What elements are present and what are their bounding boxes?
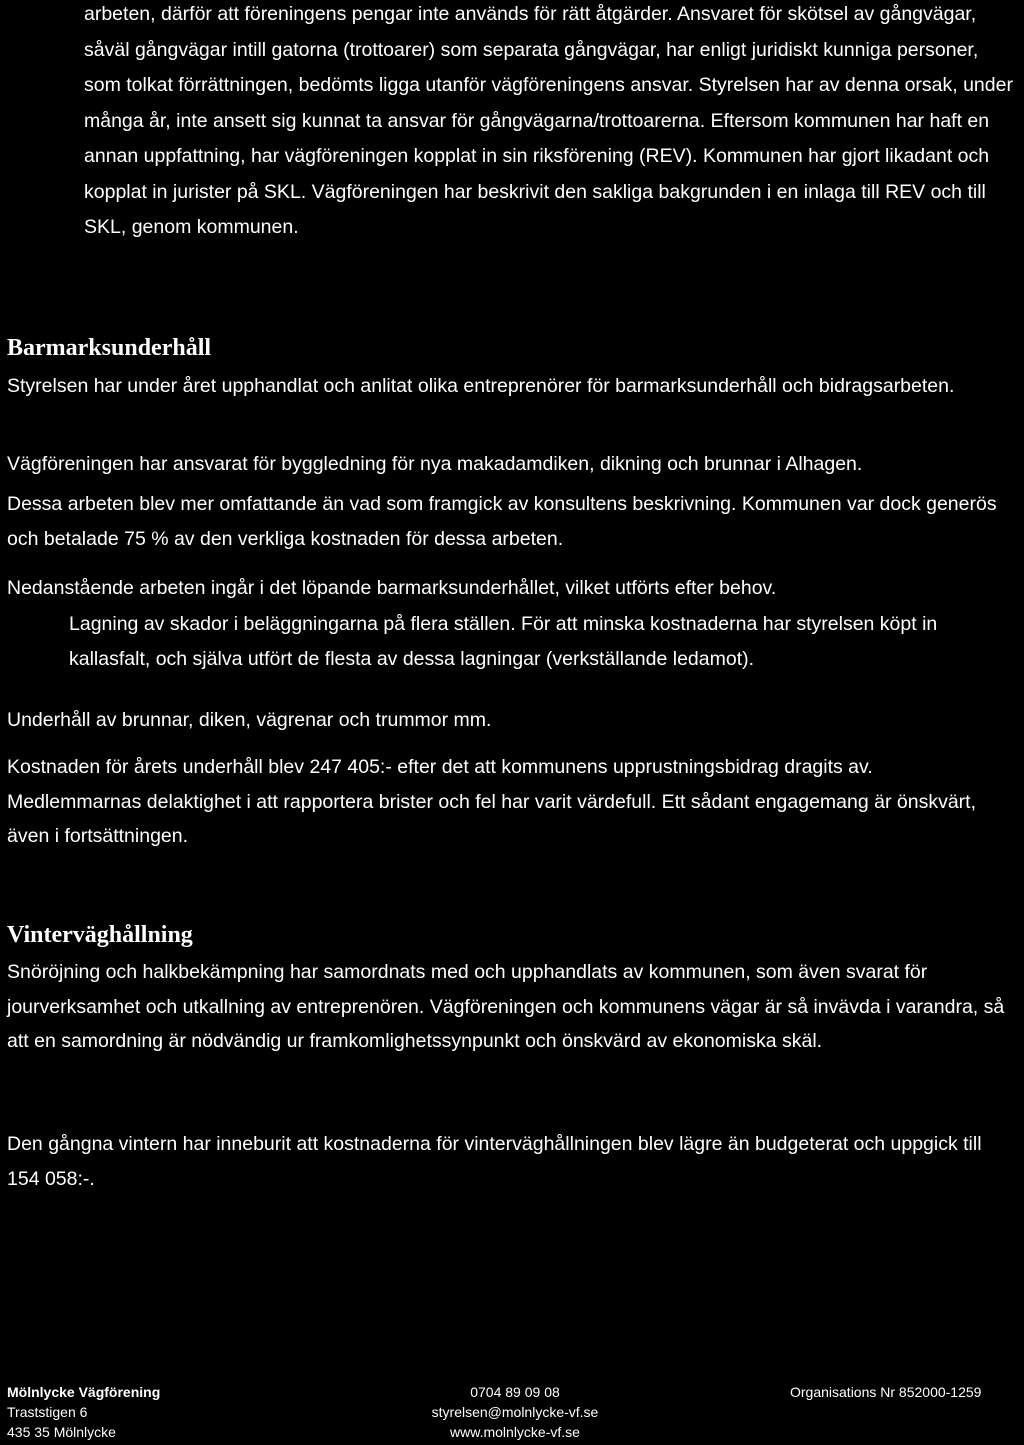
footer-city: 435 35 Mölnlycke	[7, 1424, 116, 1440]
barmark-paragraph-7: Kostnaden för årets underhåll blev 247 405:- efter det att kommunens upprustningsbidrag dragits av. Medlemmarnas delaktighet i att rapportera brister och fel har varit värdefull. Ett sådant engagemang är önskvärt, även i fortsättningen.	[7, 756, 976, 847]
footer-web: www.molnlycke-vf.se	[450, 1424, 580, 1440]
heading-vintervaghallning: Vinterväghållning	[7, 922, 193, 948]
barmark-paragraph-2: Vägföreningen har ansvarat för byggledning för nya makadamdiken, dikning och brunnar i Alhagen.	[7, 453, 863, 475]
vinter-paragraph-1: Snöröjning och halkbekämpning har samordnats med och upphandlats av kommunen, som även svarat för jourverksamhet och utkallning av entreprenören. Vägföreningen och kommunens vägar är så invävda i varandra, så att en samordning är nödvändig ur framkomlighetssynpunkt och önskvärd av ekonomiska skäl.	[7, 961, 1005, 1052]
footer-org-name: Mölnlycke Vägförening	[7, 1384, 161, 1400]
footer-phone: 0704 89 09 08	[470, 1384, 560, 1400]
heading-barmarksunderhall: Barmarksunderhåll	[7, 335, 212, 361]
footer-contact	[415, 1382, 615, 1442]
footer-org-number	[790, 1382, 981, 1402]
footer-address	[7, 1382, 160, 1442]
barmark-paragraph-1: Styrelsen har under året upphandlat och anlitat olika entreprenörer för barmarksunderhåll och bidragsarbeten.	[7, 375, 955, 397]
barmark-paragraph-3: Dessa arbeten blev mer omfattande än vad som framgick av konsultens beskrivning. Kommunen var dock generös och betalade 75 % av den verkliga kostnaden för dessa arbeten.	[7, 493, 997, 550]
footer-email: styrelsen@molnlycke-vf.se	[431, 1404, 599, 1420]
footer-street: Traststigen 6	[7, 1404, 88, 1420]
barmark-paragraph-4: Nedanstående arbeten ingår i det löpande barmarksunderhållet, vilket utförts efter behov.	[7, 577, 777, 599]
intro-paragraph: arbeten, därför att föreningens pengar inte används för rätt åtgärder. Ansvaret för skötsel av gångvägar, såväl gångvägar intill gatorna (trottoarer) som separata gångvägar, har enligt juridiskt kunniga personer, som tolkat förrättningen, bedömts ligga utanför vägföreningens ansvar. Styrelsen har av denna orsak, under många år, inte ansett sig kunnat ta ansvar för gångvägarna/trottoarerna. Eftersom kommunen har haft en annan uppfattning, har vägföreningen kopplat in sin riksförening (REV). Kommunen har gjort likadant och kopplat in jurister på SKL. Vägföreningen har beskrivit den sakliga bakgrunden i en inlaga till REV och till SKL, genom kommunen.	[84, 3, 1013, 238]
vinter-paragraph-2: Den gångna vintern har inneburit att kostnaderna för vinterväghållningen blev lägre än budgeterat och uppgick till 154 058:-.	[7, 1133, 982, 1190]
barmark-paragraph-5: Lagning av skador i beläggningarna på flera ställen. För att minska kostnaderna har styrelsen köpt in kallasfalt, och själva utfört de flesta av dessa lagningar (verkställande ledamot).	[69, 613, 938, 670]
barmark-paragraph-6: Underhåll av brunnar, diken, vägrenar och trummor mm.	[7, 709, 492, 731]
intro-section	[84, 0, 1019, 246]
footer-org-nr: Organisations Nr 852000-1259	[790, 1384, 982, 1400]
